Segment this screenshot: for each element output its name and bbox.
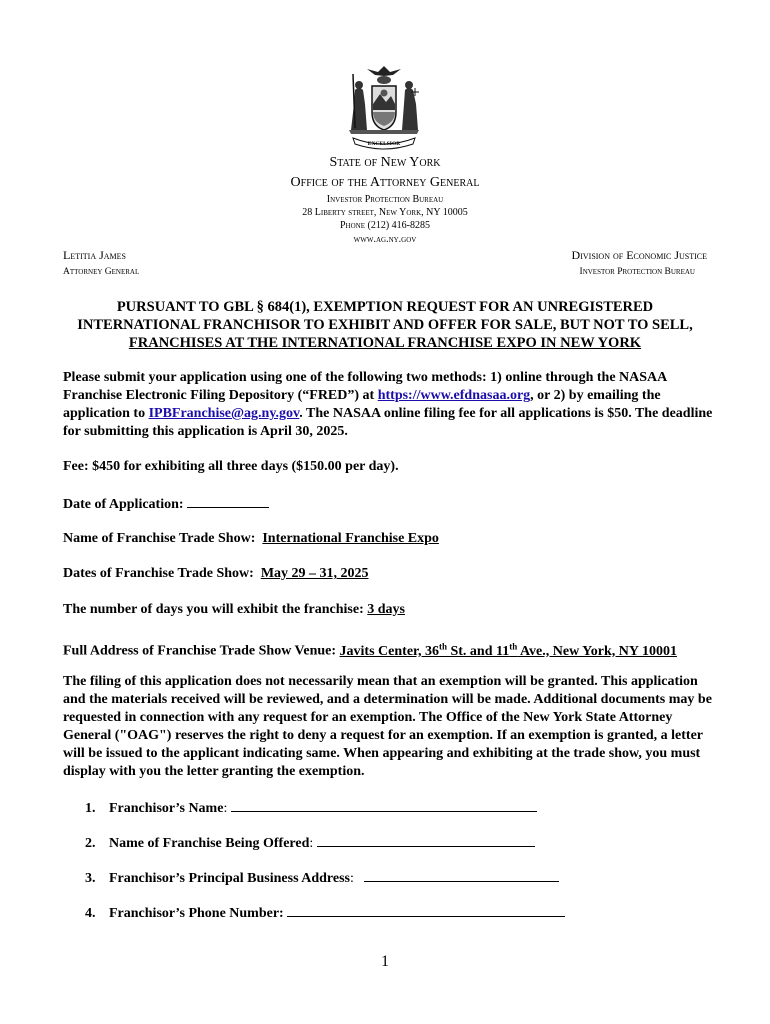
- page-number: 1: [381, 953, 389, 970]
- seal-motto: EXCELSIOR: [367, 141, 401, 147]
- ipb-email-link[interactable]: IPBFranchise@ag.ny.gov: [148, 406, 300, 421]
- office-website: www.ag.ny.gov: [353, 234, 417, 245]
- franchise-name-item: 2. Name of Franchise Being Offered:: [85, 833, 535, 853]
- office-phone: Phone (212) 416-8285: [340, 220, 430, 231]
- business-address-item: 3. Franchisor’s Principal Business Address:: [85, 868, 559, 888]
- fee-line: Fee: $450 for exhibiting all three days ($150.00 per day).: [63, 459, 399, 474]
- venue-address: Full Address of Franchise Trade Show Venue: Javits Center, 36th St. and 11th Ave., New York, NY 10001: [63, 641, 677, 659]
- phone-number-field[interactable]: [287, 903, 565, 917]
- bureau-heading: Investor Protection Bureau: [326, 194, 444, 205]
- efd-nasaa-link[interactable]: https://www.efdnasaa.org: [377, 388, 531, 403]
- division-name: Division of Economic Justice: [571, 248, 707, 262]
- phone-number-item: 4. Franchisor’s Phone Number:: [85, 903, 565, 923]
- attorney-general-title: Attorney General: [63, 267, 140, 277]
- exhibit-days: The number of days you will exhibit the franchise: 3 days: [63, 602, 405, 617]
- franchisor-name-field[interactable]: [231, 798, 537, 812]
- date-of-application-field[interactable]: [187, 494, 269, 508]
- franchise-name-field[interactable]: [317, 833, 535, 847]
- division-bureau: Investor Protection Bureau: [579, 267, 695, 277]
- office-heading: Office of the Attorney General: [290, 175, 480, 190]
- business-address-field[interactable]: [364, 868, 559, 882]
- franchisor-name-item: 1. Franchisor’s Name:: [85, 798, 537, 818]
- trade-show-dates: Dates of Franchise Trade Show: May 29 – 31, 2025: [63, 566, 369, 581]
- state-heading: State of New York: [329, 155, 441, 170]
- exemption-notice: The filing of this application does not necessarily mean that an exemption will be granted. This application and the materials received will be reviewed, and a determination will be made. Additional documents may be requested in connection with any request for an exemption. The Office of the New York State Attorney General ("OAG") reserves the right to deny a request for an exemption. If an exemption is granted, a letter will be issued to the applicant indicating same. When appearing and exhibiting at the trade show, you must display with you the letter granting the exemption.: [63, 674, 712, 779]
- office-address: 28 Liberty street, New York, NY 10005: [302, 207, 468, 218]
- submission-instructions: Please submit your application using one of the following two methods: 1) online through the NASAA Franchise Electronic Filing Depository (“FRED”) at https://www.efdnasaa.org, or 2) by emailing the application to IPBFranchise@ag.ny.gov. The NASAA online filing fee for all applications is $50. The deadline for submitting this application is April 30, 2025.: [63, 370, 713, 439]
- date-of-application: Date of Application:: [63, 494, 269, 514]
- document-title: PURSUANT TO GBL § 684(1), EXEMPTION REQUEST FOR AN UNREGISTERED INTERNATIONAL FRANCHISOR TO EXHIBIT AND OFFER FOR SALE, BUT NOT TO SELL, FRANCHISES AT THE INTERNATIONAL FRANCHISE EXPO IN NEW YORK: [77, 299, 693, 351]
- new-york-state-seal: [345, 64, 423, 150]
- trade-show-name: Name of Franchise Trade Show: International Franchise Expo: [63, 531, 439, 546]
- attorney-general-name: Letitia James: [63, 248, 126, 262]
